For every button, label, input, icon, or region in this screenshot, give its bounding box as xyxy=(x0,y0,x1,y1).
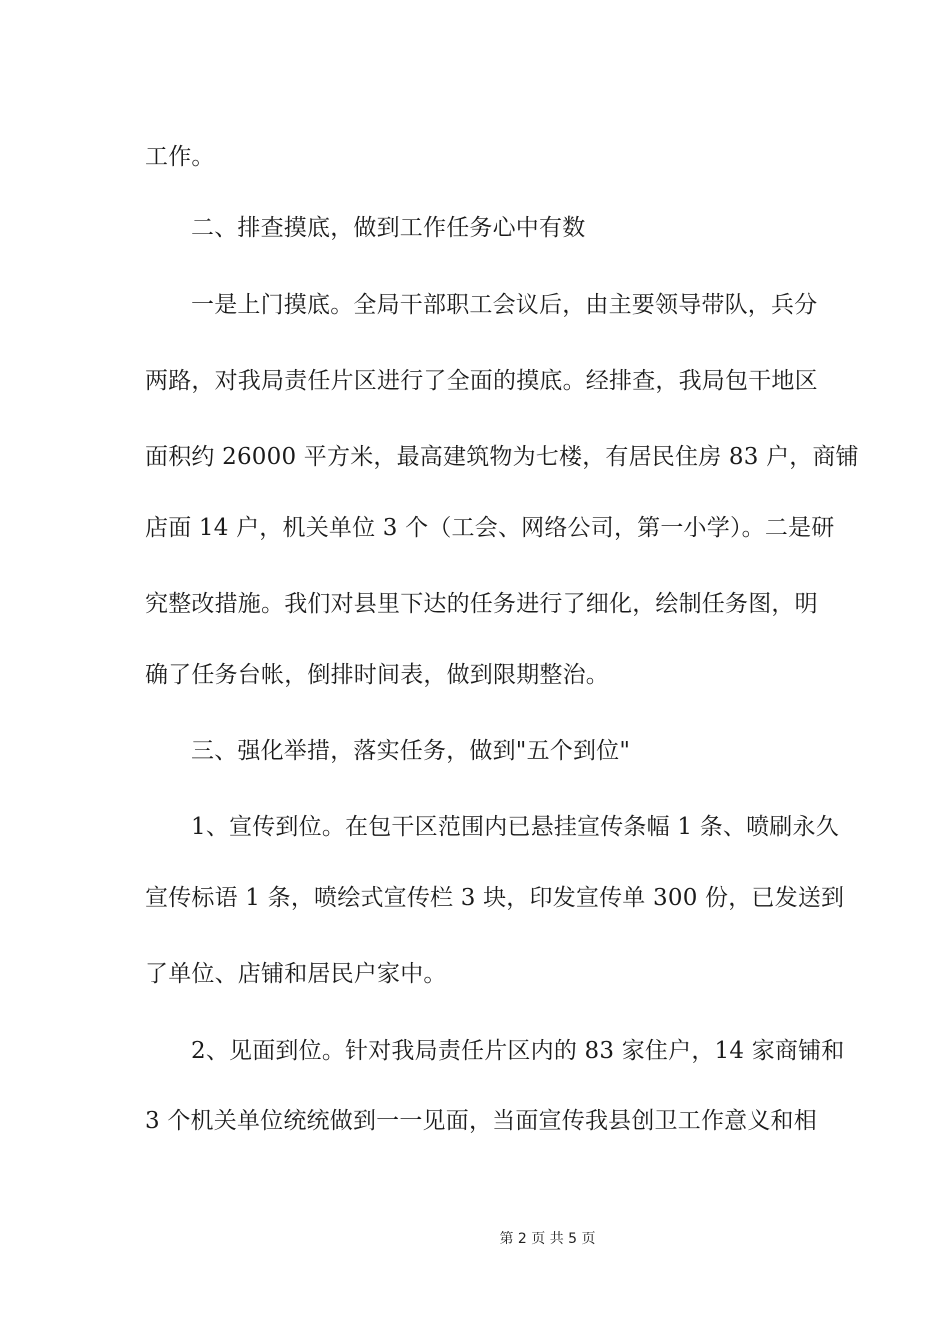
section-heading: 二、排查摸底，做到工作任务心中有数 xyxy=(191,215,586,241)
text-line: 究整改措施。我们对县里下达的任务进行了细化，绘制任务图，明 xyxy=(145,591,818,617)
text-line: 一是上门摸底。全局干部职工会议后，由主要领导带队，兵分 xyxy=(191,292,818,318)
text-line: 店面 14 户，机关单位 3 个（工会、网络公司，第一小学）。二是研 xyxy=(145,515,835,541)
section-heading: 三、强化举措，落实任务，做到"五个到位" xyxy=(191,738,631,764)
text-line: 工作。 xyxy=(145,144,215,170)
page-number: 第 2 页 共 5 页 xyxy=(499,1231,596,1247)
text-line: 1、宣传到位。在包干区范围内已悬挂宣传条幅 1 条、喷刷永久 xyxy=(191,814,839,840)
page-footer xyxy=(0,1230,950,1248)
text-line: 面积约 26000 平方米，最高建筑物为七楼，有居民住房 83 户，商铺 xyxy=(145,444,859,470)
text-line: 了单位、店铺和居民户家中。 xyxy=(145,961,447,987)
text-line: 2、见面到位。针对我局责任片区内的 83 家住户，14 家商铺和 xyxy=(191,1038,845,1064)
text-line: 两路，对我局责任片区进行了全面的摸底。经排查，我局包干地区 xyxy=(145,368,818,394)
text-line: 3 个机关单位统统做到一一见面，当面宣传我县创卫工作意义和相 xyxy=(145,1108,817,1134)
text-line: 确了任务台帐，倒排时间表，做到限期整治。 xyxy=(145,662,609,688)
text-line: 宣传标语 1 条，喷绘式宣传栏 3 块，印发宣传单 300 份，已发送到 xyxy=(145,885,845,911)
